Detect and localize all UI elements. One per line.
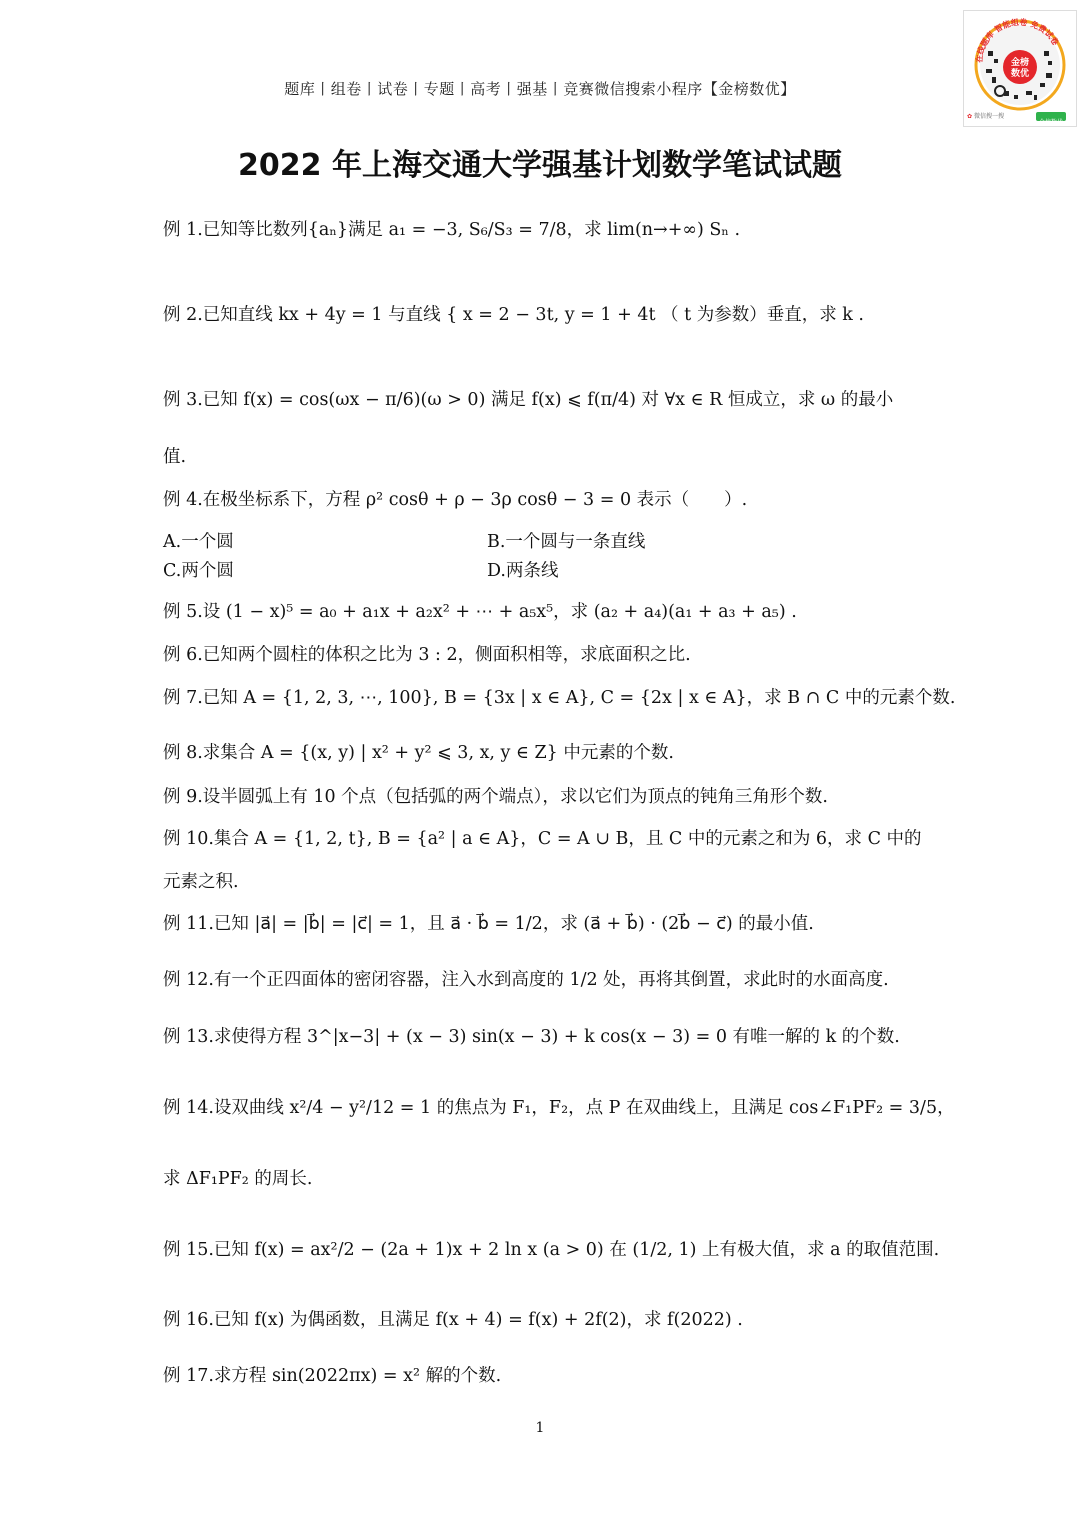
problem-7: 例 7.已知 A = {1, 2, 3, ⋯, 100}, B = {3x | x ∈ A}, C = {2x | x ∈ A}，求 B ∩ C 中的元素个数. bbox=[163, 688, 956, 708]
problem-14: 例 14.设双曲线 x²/4 − y²/12 = 1 的焦点为 F₁，F₂，点 P 在双曲线上，且满足 cos∠F₁PF₂ = 3/5， bbox=[163, 1098, 955, 1118]
problem-4: 例 4.在极坐标系下，方程 ρ² cosθ + ρ − 3ρ cosθ − 3 = 0 表示（ ）. bbox=[163, 490, 748, 510]
problem-9: 例 9.设半圆弧上有 10 个点（包括弧的两个端点），求以它们为顶点的钝角三角形个数. bbox=[163, 787, 828, 807]
problem-17: 例 17.求方程 sin(2022πx) = x² 解的个数. bbox=[163, 1366, 502, 1386]
problem-3: 例 3.已知 f(x) = cos(ωx − π/6)(ω > 0) 满足 f(x) ⩽ f(π/4) 对 ∀x ∈ R 恒成立，求 ω 的最小 bbox=[163, 390, 894, 410]
logo-center-text-1: 金榜 bbox=[1010, 58, 1030, 68]
option-b: B.一个圆与一条直线 bbox=[487, 532, 646, 552]
problem-10-cont: 元素之积. bbox=[163, 872, 239, 892]
logo-center-text-2: 数优 bbox=[1010, 69, 1030, 79]
option-a: A.一个圆 bbox=[163, 532, 234, 552]
problem-5: 例 5.设 (1 − x)⁵ = a₀ + a₁x + a₂x² + ⋯ + a₅x⁵，求 (a₂ + a₄)(a₁ + a₃ + a₅) . bbox=[163, 602, 797, 622]
qr-code-logo[interactable] bbox=[963, 10, 1077, 127]
problem-6: 例 6.已知两个圆柱的体积之比为 3 : 2，侧面积相等，求底面积之比. bbox=[163, 645, 691, 665]
page-header: 题库丨组卷丨试卷丨专题丨高考丨强基丨竞赛微信搜索小程序【金榜数优】 bbox=[284, 80, 796, 98]
problem-15: 例 15.已知 f(x) = ax²/2 − (2a + 1)x + 2 ln x (a > 0) 在 (1/2, 1) 上有极大值，求 a 的取值范围. bbox=[163, 1240, 940, 1260]
problem-13: 例 13.求使得方程 3^|x−3| + (x − 3) sin(x − 3) + k cos(x − 3) = 0 有唯一解的 k 的个数. bbox=[163, 1027, 900, 1047]
problem-10: 例 10.集合 A = {1, 2, t}, B = {a² | a ∈ A}，C = A ∪ B，且 C 中的元素之和为 6，求 C 中的 bbox=[163, 829, 922, 849]
problem-14-cont: 求 ΔF₁PF₂ 的周长. bbox=[163, 1169, 313, 1189]
page-number: 1 bbox=[535, 1420, 545, 1436]
problem-1: 例 1.已知等比数列{aₙ}满足 a₁ = −3, S₆/S₃ = 7/8，求 lim(n→+∞) Sₙ . bbox=[163, 220, 741, 240]
qr-caption: ✿ 微信搜一搜 bbox=[967, 113, 1004, 120]
qr-badge: 金榜数优 bbox=[1036, 112, 1066, 121]
problem-11: 例 11.已知 |a⃗| = |b⃗| = |c⃗| = 1，且 a⃗ · b⃗ = 1/2，求 (a⃗ + b⃗) · (2b⃗ − c⃗) 的最小值. bbox=[163, 914, 814, 934]
page-title: 2022 年上海交通大学强基计划数学笔试试题 bbox=[238, 148, 842, 183]
problem-2: 例 2.已知直线 kx + 4y = 1 与直线 { x = 2 − 3t, y = 1 + 4t （ t 为参数）垂直，求 k . bbox=[163, 305, 864, 325]
problem-16: 例 16.已知 f(x) 为偶函数，且满足 f(x + 4) = f(x) + 2f(2)，求 f(2022) . bbox=[163, 1310, 743, 1330]
problem-3-cont: 值. bbox=[163, 447, 187, 467]
problem-12: 例 12.有一个正四面体的密闭容器，注入水到高度的 1/2 处，再将其倒置，求此时的水面高度. bbox=[163, 970, 889, 990]
problem-8: 例 8.求集合 A = {(x, y) | x² + y² ⩽ 3, x, y ∈ Z} 中元素的个数. bbox=[163, 743, 674, 763]
svg-text:在线题库 智能组卷 免费试卷: 在线题库 智能组卷 免费试卷 bbox=[974, 17, 1061, 64]
option-d: D.两条线 bbox=[487, 561, 559, 581]
option-c: C.两个圆 bbox=[163, 561, 234, 581]
